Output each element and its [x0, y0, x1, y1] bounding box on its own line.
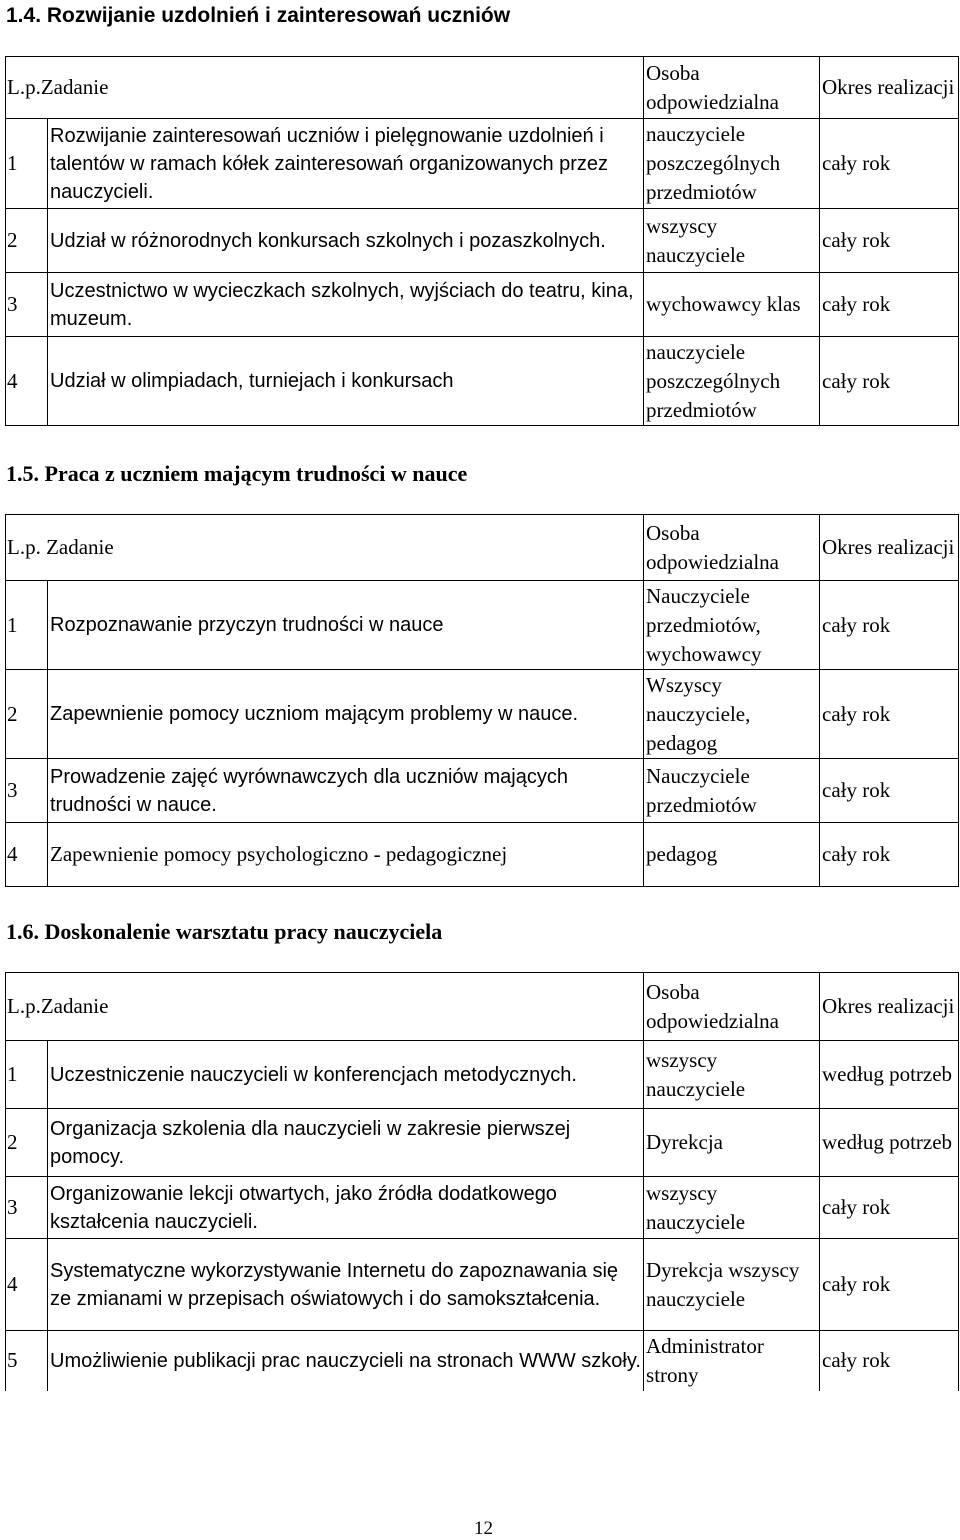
table-header-row [6, 57, 959, 119]
row-person: wszyscy nauczyciele [644, 1041, 820, 1109]
row-task: Uczestniczenie nauczycieli w konferencjach metodycznych. [48, 1041, 644, 1109]
row-period: cały rok [820, 823, 959, 887]
header-lp-task [6, 57, 644, 119]
header-task: Zadanie [40, 994, 109, 1018]
section-title-1-4: 1.4. Rozwijanie uzdolnień i zainteresowań uczniów [6, 4, 511, 27]
table-row [6, 273, 959, 337]
header-person: Osoba odpowiedzialna [644, 57, 820, 119]
header-task: Zadanie [46, 535, 114, 559]
row-person: Dyrekcja [644, 1109, 820, 1177]
table-row [6, 581, 959, 670]
table-row [6, 670, 959, 759]
row-period: cały rok [820, 1331, 959, 1391]
row-period: według potrzeb [820, 1041, 959, 1109]
row-period: według potrzeb [820, 1109, 959, 1177]
row-person: wychowawcy klas [644, 273, 820, 337]
table-row [6, 1177, 959, 1239]
row-task: Umożliwienie publikacji prac nauczycieli na stronach WWW szkoły. [48, 1331, 644, 1391]
row-person: wszyscy nauczyciele [644, 209, 820, 273]
row-person: Wszyscy nauczyciele, pedagog [644, 670, 820, 759]
row-task: Udział w olimpiadach, turniejach i konkursach [48, 337, 644, 426]
table-row [6, 209, 959, 273]
row-person: pedagog [644, 823, 820, 887]
row-period: cały rok [820, 273, 959, 337]
table-row [6, 1109, 959, 1177]
header-lp: L.p. [7, 75, 41, 99]
row-lp: 3 [6, 759, 48, 823]
row-task: Udział w różnorodnych konkursach szkolnych i pozaszkolnych. [48, 209, 644, 273]
header-lp-task [6, 515, 644, 581]
table-row [6, 1041, 959, 1109]
table-row [6, 759, 959, 823]
row-task: Organizacja szkolenia dla nauczycieli w zakresie pierwszej pomocy. [48, 1109, 644, 1177]
header-person: Osoba odpowiedzialna [644, 515, 820, 581]
row-period: cały rok [820, 337, 959, 426]
table-row [6, 823, 959, 887]
page-number: 12 [474, 1518, 493, 1539]
row-lp: 4 [6, 337, 48, 426]
row-period: cały rok [820, 670, 959, 759]
row-task: Organizowanie lekcji otwartych, jako źródła dodatkowego kształcenia nauczycieli. [48, 1177, 644, 1239]
header-lp-task [6, 973, 644, 1041]
row-task: Rozpoznawanie przyczyn trudności w nauce [48, 581, 644, 670]
row-task: Prowadzenie zajęć wyrównawczych dla uczniów mających trudności w nauce. [48, 759, 644, 823]
row-person: Nauczyciele przedmiotów, wychowawcy [644, 581, 820, 670]
table-trudnosci [5, 514, 959, 887]
row-lp: 4 [6, 823, 48, 887]
table-row [6, 119, 959, 209]
row-lp: 1 [6, 119, 48, 209]
row-person: wszyscy nauczyciele [644, 1177, 820, 1239]
table-doskonalenie [5, 972, 959, 1391]
row-person: nauczyciele poszczególnych przedmiotów [644, 337, 820, 426]
table-row [6, 1331, 959, 1391]
section-title-1-5: 1.5. Praca z uczniem mającym trudności w nauce [6, 461, 468, 486]
row-period: cały rok [820, 119, 959, 209]
row-person: nauczyciele poszczególnych przedmiotów [644, 119, 820, 209]
row-lp: 2 [6, 209, 48, 273]
row-task: Zapewnienie pomocy psychologiczno - pedagogicznej [48, 823, 644, 887]
row-person: Nauczyciele przedmiotów [644, 759, 820, 823]
row-lp: 2 [6, 670, 48, 759]
table-row [6, 337, 959, 426]
row-lp: 1 [6, 1041, 48, 1109]
row-lp: 2 [6, 1109, 48, 1177]
row-period: cały rok [820, 759, 959, 823]
header-period: Okres realizacji [820, 57, 959, 119]
table-uzdolnienia [5, 56, 959, 426]
row-task: Systematyczne wykorzystywanie Internetu do zapoznawania się ze zmianami w przepisach oświatowych i do samokształcenia. [48, 1239, 644, 1331]
row-lp: 1 [6, 581, 48, 670]
row-lp: 3 [6, 273, 48, 337]
row-lp: 5 [6, 1331, 48, 1391]
row-period: cały rok [820, 581, 959, 670]
table-row [6, 1239, 959, 1331]
header-task: Zadanie [40, 75, 109, 99]
header-lp: L.p. [7, 994, 41, 1018]
header-period: Okres realizacji [820, 973, 959, 1041]
header-person: Osoba odpowiedzialna [644, 973, 820, 1041]
header-lp: L.p. [7, 535, 41, 559]
row-lp: 4 [6, 1239, 48, 1331]
header-period: Okres realizacji [820, 515, 959, 581]
row-person: Administrator strony [644, 1331, 820, 1391]
row-period: cały rok [820, 1177, 959, 1239]
row-task: Uczestnictwo w wycieczkach szkolnych, wyjściach do teatru, kina, muzeum. [48, 273, 644, 337]
table-header-row [6, 515, 959, 581]
row-task: Zapewnienie pomocy uczniom mającym problemy w nauce. [48, 670, 644, 759]
table-header-row [6, 973, 959, 1041]
row-lp: 3 [6, 1177, 48, 1239]
row-period: cały rok [820, 209, 959, 273]
row-task: Rozwijanie zainteresowań uczniów i pielęgnowanie uzdolnień i talentów w ramach kółek zainteresowań organizowanych przez nauczycieli. [48, 119, 644, 209]
row-person: Dyrekcja wszyscy nauczyciele [644, 1239, 820, 1331]
row-period: cały rok [820, 1239, 959, 1331]
section-title-1-6: 1.6. Doskonalenie warsztatu pracy nauczyciela [6, 919, 443, 944]
